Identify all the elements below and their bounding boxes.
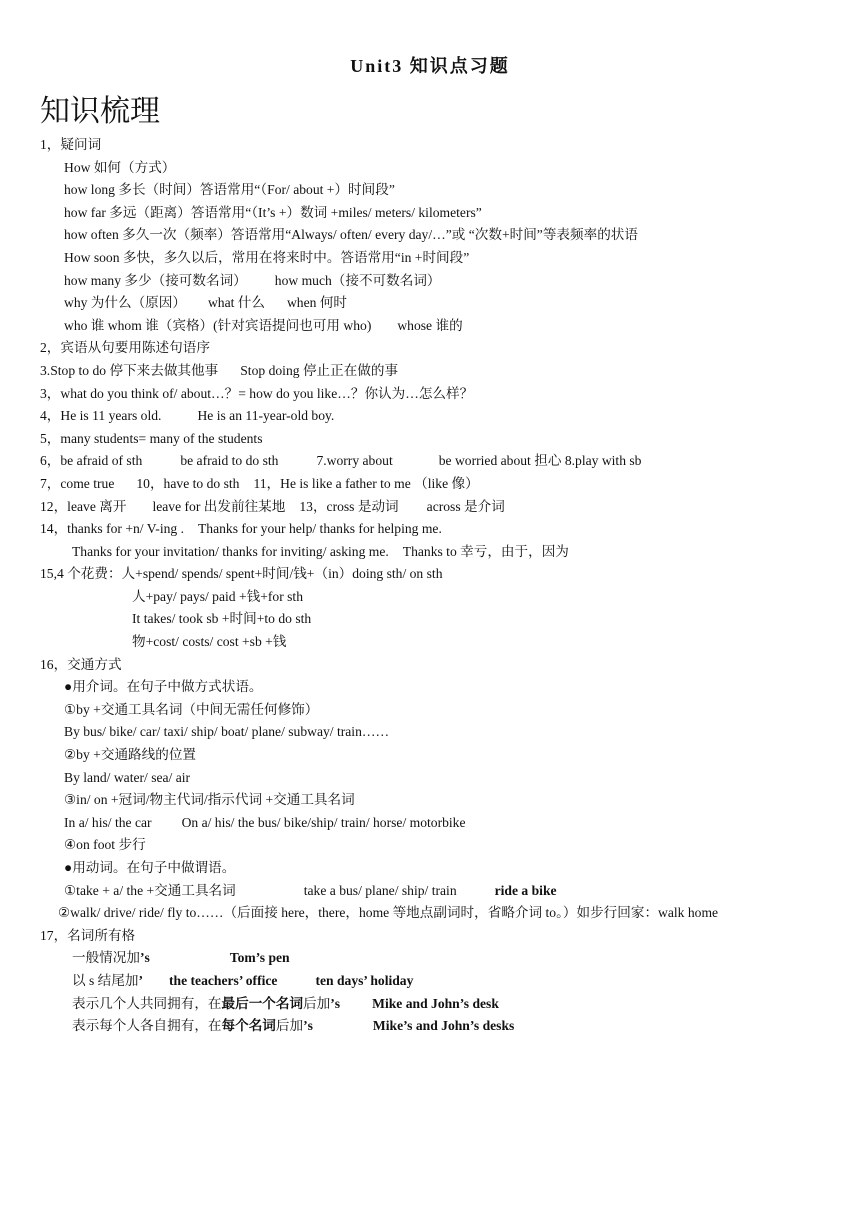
line-text: 15,4 个花费：人+spend/ spends/ spent+时间/钱+（in）doing sth/ on sth (40, 566, 443, 582)
line-text: Thanks to 幸亏，由于，因为 (402, 543, 569, 559)
line-text: Tom’s pen (229, 950, 290, 966)
line-text: be afraid to do sth (180, 453, 279, 469)
line-text: On a/ his/ the bus/ bike/ship/ train/ horse/ motorbike (181, 814, 466, 830)
line-text: 7.worry about (316, 453, 393, 469)
note-line (40, 947, 820, 970)
note-line (40, 993, 820, 1016)
document-title: Unit3 知识点习题 (350, 56, 510, 76)
note-line (40, 496, 820, 519)
note-line (40, 247, 820, 270)
line-text: 后加 (275, 1018, 304, 1034)
note-line (40, 654, 820, 677)
line-text: 表示几个人共同拥有，在 (72, 995, 222, 1011)
line-text: who 谁 whom 谁（宾格）(针对宾语提问也可用 who) (64, 317, 372, 333)
line-text: across 是介词 (426, 498, 505, 514)
note-line (40, 767, 820, 790)
line-text: 1，疑问词 (40, 137, 102, 152)
note-line (40, 518, 820, 541)
note-line (40, 631, 820, 654)
line-text: how long 多长（时间）答语常用“（For/ about +）时间段” (64, 182, 395, 198)
note-line (40, 744, 820, 767)
note-line (40, 812, 820, 835)
line-text: how much（接不可数名词） (274, 272, 441, 288)
line-text: 每个名词 (221, 1018, 276, 1034)
note-line (40, 428, 820, 451)
line-text: By land/ water/ sea/ air (64, 769, 191, 785)
line-text: 3.Stop to do 停下来去做其他事 (40, 362, 219, 378)
note-line (40, 699, 820, 722)
note-line (40, 586, 820, 609)
line-text: be worried about 担心 8.play with sb (438, 453, 642, 469)
note-line (40, 157, 820, 180)
note-line (40, 270, 820, 293)
note-line (40, 970, 820, 993)
line-text: ten days’ holiday (315, 972, 414, 988)
line-text: By bus/ bike/ car/ taxi/ ship/ boat/ plane/ subway/ train…… (64, 724, 390, 740)
line-text: How soon 多快，多久以后，常用在将来时中。答语常用“in +时间段” (64, 249, 470, 265)
line-text: 表示每个人各自拥有，在 (72, 1018, 222, 1034)
line-text: when 何时 (286, 295, 348, 311)
line-text: ride a bike (494, 882, 557, 898)
note-line (40, 202, 820, 225)
note-line (40, 834, 820, 857)
line-text: Stop doing 停止正在做的事 (240, 362, 399, 378)
note-line (40, 179, 820, 202)
note-line (40, 925, 820, 948)
note-line (40, 1015, 820, 1038)
line-text: 以 s 结尾加 (72, 972, 139, 988)
line-text: ①take + a/ the +交通工具名词 (64, 882, 236, 898)
line-text: 最后一个名词 (221, 995, 304, 1011)
line-text: 后加 (303, 995, 331, 1011)
note-line (40, 292, 820, 315)
line-text: 11，He is like a father to me （like 像） (253, 475, 479, 491)
note-line (40, 405, 820, 428)
line-text: ’s (303, 1018, 313, 1034)
line-text: ●用介词。在句子中做方式状语。 (64, 679, 263, 695)
section-heading: 知识梳理 (40, 95, 160, 128)
line-text: 7，come true (40, 475, 115, 491)
note-line (40, 541, 820, 564)
note-line (40, 789, 820, 812)
note-line (40, 473, 820, 496)
line-text: How 如何（方式） (64, 159, 176, 175)
line-text: Mike’s and John’s desks (372, 1018, 515, 1034)
note-line (40, 563, 820, 586)
note-line (40, 721, 820, 744)
line-text: 10，have to do sth (136, 475, 240, 491)
line-text: Thanks for your invitation/ thanks for inviting/ asking me. (72, 543, 389, 559)
line-text: 5，many students= many of the students (40, 430, 263, 446)
line-text: 6，be afraid of sth (40, 453, 143, 469)
line-text: 2，宾语从句要用陈述句语序 (40, 340, 210, 356)
line-text: ’ (138, 972, 143, 988)
note-line (40, 857, 820, 880)
line-text: 人+pay/ pays/ paid +钱+for sth (132, 588, 303, 604)
line-text: how many 多少（接可数名词） (64, 272, 247, 288)
note-line (40, 224, 820, 247)
line-text: ●用动词。在句子中做谓语。 (64, 860, 236, 875)
line-text: 3，what do you think of/ about…？= how do you like…？你认为…怎么样？ (40, 385, 474, 401)
line-text: In a/ his/ the car (64, 814, 152, 830)
note-line (40, 676, 820, 699)
line-text: ’s (139, 950, 150, 966)
line-text: 12，leave 离开 (40, 498, 127, 514)
line-text: 物+cost/ costs/ cost +sb +钱 (132, 634, 287, 650)
line-text: ①by +交通工具名词（中间无需任何修饰） (64, 701, 319, 717)
line-text: 13，cross 是动词 (299, 498, 399, 514)
line-text: ③in/ on +冠词/物主代词/指示代词 +交通工具名词 (64, 792, 355, 808)
line-text: why 为什么（原因） (64, 295, 186, 311)
line-text: ②by +交通路线的位置 (64, 747, 197, 763)
line-text: what 什么 (207, 295, 265, 311)
line-text: 17，名词所有格 (40, 927, 136, 943)
line-text: how often 多久一次（频率）答语常用“Always/ often/ every day/…”或 “次数+时间”等表频率的状语 (64, 227, 638, 243)
line-text: the teachers’ office (169, 972, 278, 988)
note-line (40, 134, 820, 157)
notes-body (40, 134, 820, 1038)
line-text: It takes/ took sb +时间+to do sth (132, 611, 312, 627)
line-text: Thanks for your help/ thanks for helping me. (197, 521, 442, 537)
note-line (40, 315, 820, 338)
note-line (40, 337, 820, 360)
line-text: He is an 11-year-old boy. (197, 408, 335, 424)
note-line (40, 902, 820, 925)
note-line (40, 450, 820, 473)
line-text: whose 谁的 (397, 317, 463, 333)
line-text: 一般情况加 (72, 950, 140, 966)
line-text: how far 多远（距离）答语常用“（It’s +）数词 +miles/ meters/ kilometers” (64, 204, 482, 220)
note-line (40, 360, 820, 383)
line-text: ④on foot 步行 (64, 837, 146, 853)
line-text: Mike and John’s desk (372, 995, 499, 1011)
line-text: 16，交通方式 (40, 656, 122, 672)
note-line (40, 608, 820, 631)
line-text: 14，thanks for +n/ V-ing . (40, 521, 184, 537)
line-text: 4，He is 11 years old. (40, 408, 162, 424)
line-text: ②walk/ drive/ ride/ fly to……（后面接 here，there，home 等地点副词时，省略介词 to。）如步行回家：walk home (58, 905, 719, 921)
line-text: take a bus/ plane/ ship/ train (303, 882, 457, 898)
note-line (40, 880, 820, 903)
line-text: ’s (330, 995, 341, 1011)
note-line (40, 383, 820, 406)
line-text: leave for 出发前往某地 (152, 498, 286, 514)
